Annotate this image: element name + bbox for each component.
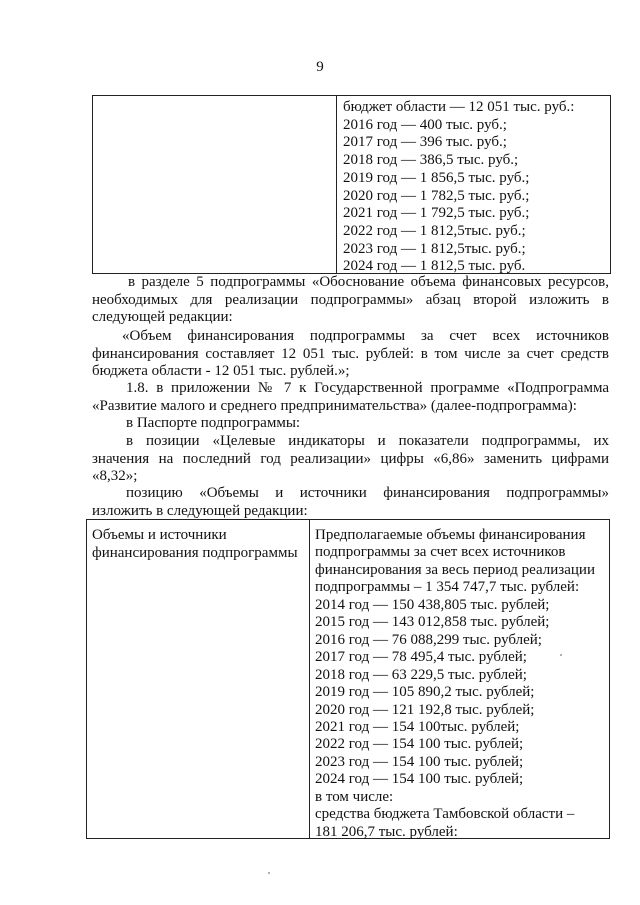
table-line: подпрограммы за счет всех источников bbox=[315, 544, 566, 561]
table-line: 2020 год — 1 782,5 тыс. руб.; bbox=[343, 187, 530, 204]
table-line: 2024 год — 1 812,5 тыс. руб. bbox=[343, 258, 526, 275]
paragraph-line: следующей редакции: bbox=[92, 309, 233, 325]
table-cell-funding-by-year bbox=[343, 99, 574, 276]
table-line: 2015 год — 143 012,858 тыс. рублей; bbox=[315, 614, 550, 631]
paragraph-line: 1.8. в приложении № 7 к Государственной программе «Подпрограмма bbox=[126, 380, 609, 396]
table-line: 2018 год — 386,5 тыс. руб.; bbox=[343, 152, 519, 169]
table-line: финансирования подпрограммы bbox=[92, 544, 298, 561]
table-line: финансирования за весь период реализации bbox=[315, 561, 595, 578]
paragraph-line: «8,32»; bbox=[92, 468, 138, 484]
paragraph-section5-amendment bbox=[92, 274, 609, 327]
table-line: 2018 год — 63 229,5 тыс. рублей; bbox=[315, 666, 527, 683]
table-line: 2019 год — 105 890,2 тыс. рублей; bbox=[315, 684, 535, 701]
table-line: 2014 год — 150 438,805 тыс. рублей; bbox=[315, 596, 550, 613]
table-cell-heading bbox=[92, 527, 304, 562]
table-line: Объемы и источники bbox=[92, 527, 227, 543]
paragraph-line: значения на последний год реализации» цифры «6,86» заменить цифрами bbox=[92, 450, 609, 467]
paragraph-line: позицию «Объемы и источники финансирования подпрограммы» bbox=[126, 485, 609, 501]
scan-speck bbox=[560, 654, 562, 656]
paragraph-line: в Паспорте подпрограммы: bbox=[126, 415, 301, 431]
table-line: подпрограммы – 1 354 747,7 тыс. рублей: bbox=[315, 579, 580, 596]
table-line: бюджет области — 12 051 тыс. руб.: bbox=[343, 99, 575, 115]
paragraph-line: в разделе 5 подпрограммы «Обоснование объема финансовых ресурсов, bbox=[128, 274, 609, 290]
paragraph-position-funding bbox=[92, 485, 609, 520]
funding-sources-table bbox=[86, 519, 610, 839]
table-line: средства бюджета Тамбовской области – bbox=[315, 806, 575, 823]
table-line: 2022 год — 1 812,5тыс. руб.; bbox=[343, 222, 526, 239]
table-column-divider bbox=[336, 96, 337, 273]
table-line: 2021 год — 154 100тыс. рублей; bbox=[315, 718, 520, 735]
scan-speck bbox=[268, 872, 270, 874]
table-line: 2023 год — 154 100 тыс. рублей; bbox=[315, 753, 524, 770]
paragraph-line: «Развитие малого и среднего предпринимательства» (далее-подпрограмма): bbox=[92, 397, 577, 414]
page-number: 9 bbox=[316, 59, 324, 75]
table-line: 2020 год — 121 192,8 тыс. рублей; bbox=[315, 701, 535, 718]
table-line: 2022 год — 154 100 тыс. рублей; bbox=[315, 736, 524, 753]
table-line: 2016 год — 400 тыс. руб.; bbox=[343, 116, 507, 133]
table-line: 2017 год — 78 495,4 тыс. рублей; bbox=[315, 649, 527, 666]
paragraph-line: в позиции «Целевые индикаторы и показатели подпрограммы, их bbox=[126, 433, 609, 449]
table-line: 2017 год — 396 тыс. руб.; bbox=[343, 134, 507, 151]
table-line: 2016 год — 76 088,299 тыс. рублей; bbox=[315, 631, 542, 648]
table-line: 181 206,7 тыс. рублей: bbox=[315, 823, 458, 840]
table-line: 2023 год — 1 812,5тыс. руб.; bbox=[343, 240, 526, 257]
paragraph-line: финансирования составляет 12 051 тыс. рублей: в том числе за счет средств bbox=[92, 345, 609, 362]
table-line: 2019 год — 1 856,5 тыс. руб.; bbox=[343, 169, 530, 186]
table-line: 2024 год — 154 100 тыс. рублей; bbox=[315, 771, 524, 788]
table-line: в том числе: bbox=[315, 788, 394, 805]
table-column-divider bbox=[309, 520, 310, 838]
paragraph-line: «Объем финансирования подпрограммы за счет всех источников bbox=[122, 328, 609, 344]
paragraph-item-1-8 bbox=[92, 380, 609, 415]
table-line: Предполагаемые объемы финансирования bbox=[315, 527, 586, 543]
paragraph-line: бюджета области - 12 051 тыс. рублей.»; bbox=[92, 363, 350, 379]
table-cell-funding-details bbox=[315, 527, 595, 841]
paragraph-quoted-funding bbox=[92, 328, 609, 381]
paragraph-passport bbox=[92, 415, 609, 433]
funding-table-continued bbox=[92, 95, 611, 274]
table-line: 2021 год — 1 792,5 тыс. руб.; bbox=[343, 205, 530, 222]
paragraph-line: изложить в следующей редакции: bbox=[92, 502, 308, 519]
paragraph-line: необходимых для реализации подпрограммы» абзац второй изложить в bbox=[92, 291, 609, 308]
paragraph-indicators bbox=[92, 433, 609, 486]
